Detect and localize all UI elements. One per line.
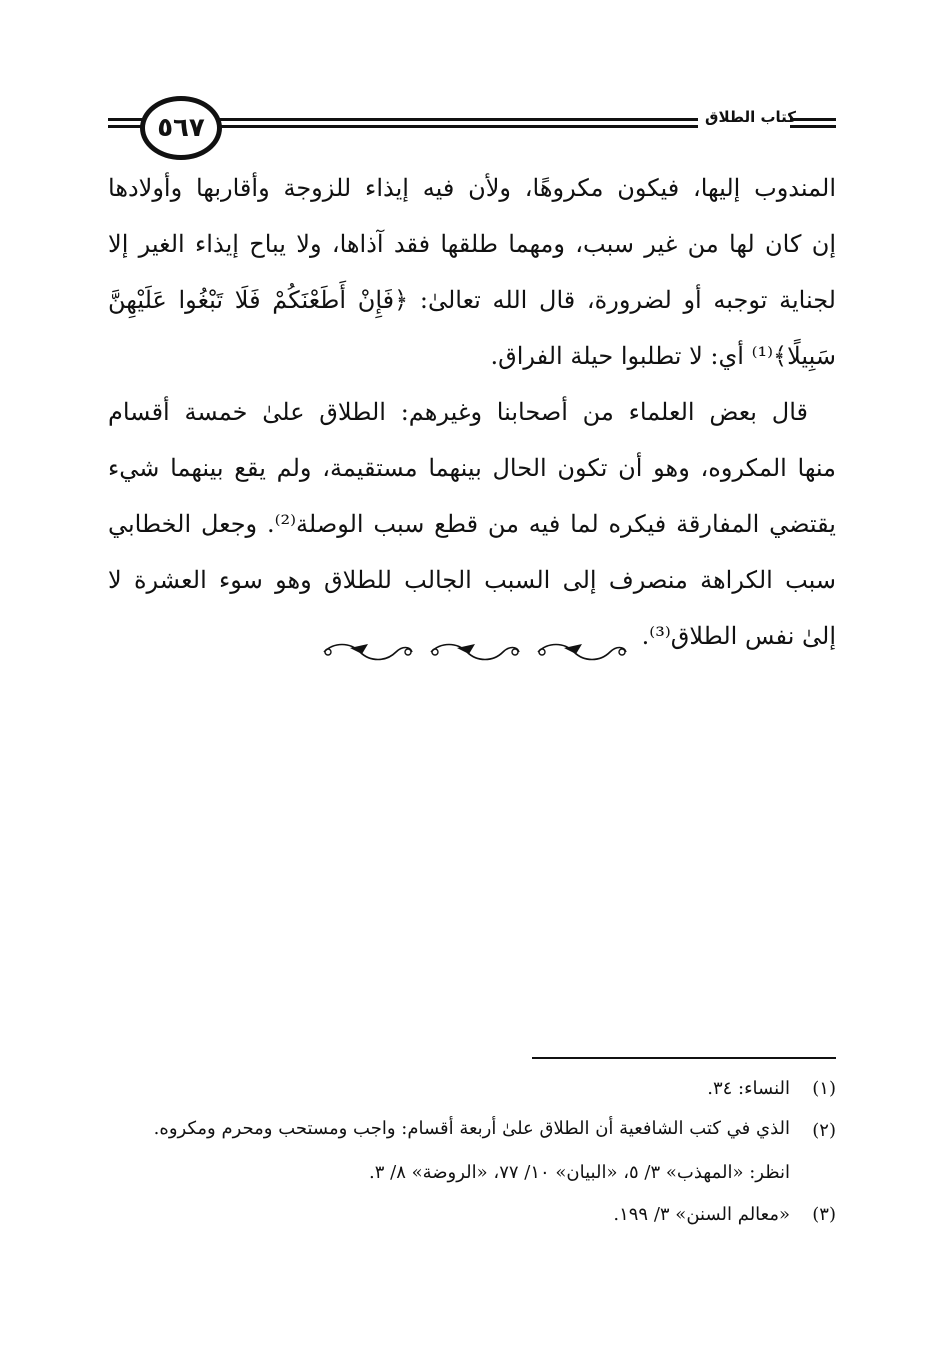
text-line: المندوب إليها، فيكون مكروهًا، ولأن فيه إيذاء للزوجة وأقاربها وأولادها [108, 174, 836, 202]
footnote-2-reference: انظر: «المهذب» ٣/ ٥، «البيان» ١٠/ ٧٧، «الروضة» ٨/ ٣. [369, 1162, 790, 1183]
header-rule-middle-top [210, 118, 698, 121]
page-number: ٥٦٧ [157, 113, 205, 143]
header-rule-middle-bottom [210, 125, 698, 128]
text-line: قال بعض العلماء من أصحابنا وغيرهم: الطلاق علىٰ خمسة أقسام [108, 398, 808, 426]
section-divider-ornament [320, 634, 630, 668]
floral-ornament-icon [534, 634, 630, 668]
footnote-text: النساء: ٣٤. [707, 1078, 790, 1099]
page-header [0, 0, 944, 160]
running-title: كتاب الطلاق [705, 108, 796, 126]
footnote-number: (٣) [812, 1204, 836, 1225]
footnote-1 [108, 1068, 836, 1110]
text-line: منها المكروه، وهو أن تكون الحال بينهما مستقيمة، ولم يقع بينهما شيء [108, 454, 836, 482]
text-line: إلىٰ نفس الطلاق⁽³⁾. [641, 622, 836, 650]
header-rule-right-bottom [790, 125, 836, 128]
footnote-number: (١) [812, 1078, 836, 1099]
text-line: لجناية توجبه أو لضرورة، قال الله تعالىٰ: ﴿فَإِنْ أَطَعْنَكُمْ فَلَا تَبْغُوا عَلَيْهِنَّ [108, 286, 836, 314]
footnote-text: «معالم السنن» ٣/ ١٩٩. [613, 1204, 790, 1225]
main-text [108, 160, 836, 664]
page-number-badge [140, 96, 222, 160]
floral-ornament-icon [320, 634, 416, 668]
footnotes [108, 1068, 836, 1236]
footnote-2 [108, 1110, 836, 1152]
header-rule-right-top [790, 118, 836, 121]
text-line: إن كان لها من غير سبب، ومهما طلقها فقد آذاها، ولا يباح إيذاء الغير إلا [108, 230, 836, 258]
text-line: يقتضي المفارقة فيكره لما فيه من قطع سبب الوصلة⁽²⁾. وجعل الخطابي [108, 510, 836, 538]
footnote-number: (٢) [812, 1120, 836, 1141]
footnote-3 [108, 1194, 836, 1236]
footnote-separator [532, 1057, 836, 1059]
footnote-text: الذي في كتب الشافعية أن الطلاق علىٰ أربعة أقسام: واجب ومستحب ومحرم ومكروه. [153, 1118, 790, 1139]
floral-ornament-icon [427, 634, 523, 668]
text-line: سبب الكراهة منصرف إلى السبب الجالب للطلاق وهو سوء العشرة لا [108, 566, 836, 594]
text-line: سَبِيلًا﴾⁽¹⁾ أي: لا تطلبوا حيلة الفراق. [490, 342, 836, 370]
